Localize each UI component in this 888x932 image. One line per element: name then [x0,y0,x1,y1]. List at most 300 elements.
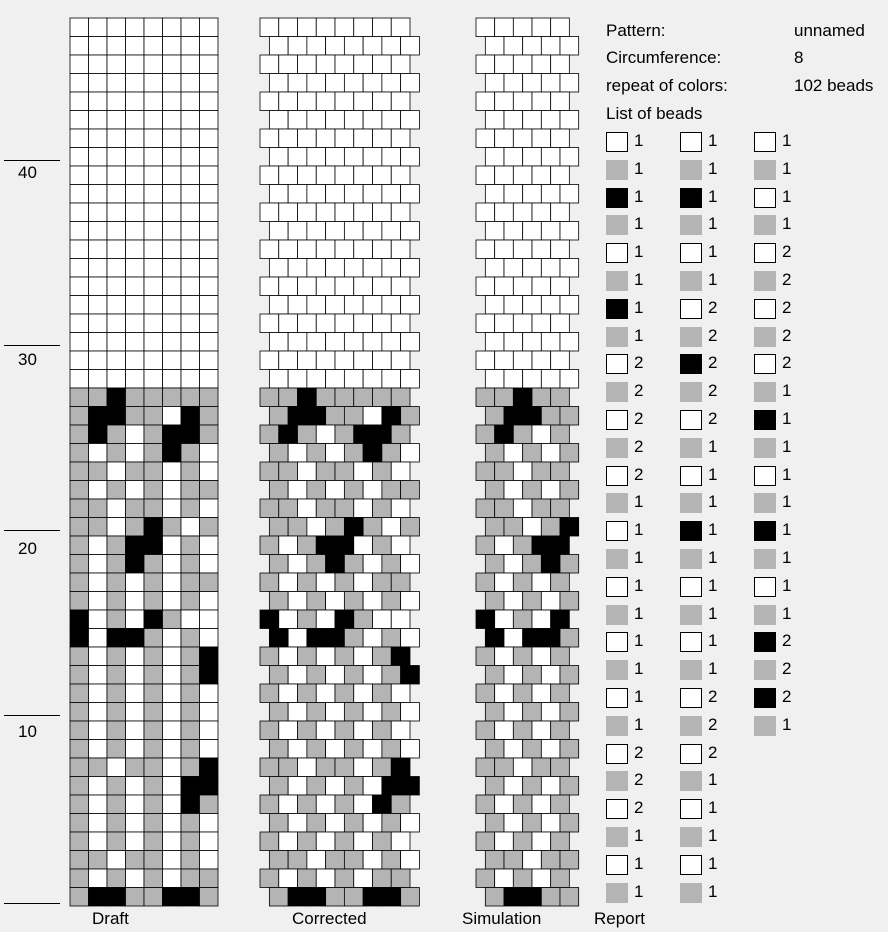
bead-cell[interactable] [70,592,89,611]
bead-cell[interactable] [476,832,495,851]
bead-cell[interactable] [70,129,89,148]
bead-cell[interactable] [126,832,145,851]
bead-cell[interactable] [373,832,392,851]
bead-cell[interactable] [126,647,145,666]
bead-cell[interactable] [532,203,551,222]
bead-cell[interactable] [326,740,345,759]
bead-cell[interactable] [107,351,126,370]
bead-cell[interactable] [144,240,163,259]
bead-cell[interactable] [70,555,89,574]
bead-cell[interactable] [144,37,163,56]
bead-cell[interactable] [126,481,145,500]
bead-cell[interactable] [335,92,354,111]
bead-cell[interactable] [89,333,108,352]
bead-cell[interactable] [495,203,514,222]
bead-cell[interactable] [382,481,401,500]
bead-cell[interactable] [560,222,579,241]
bead-cell[interactable] [70,684,89,703]
bead-cell[interactable] [107,18,126,37]
bead-cell[interactable] [200,721,219,740]
bead-cell[interactable] [560,74,579,93]
bead-cell[interactable] [363,851,382,870]
bead-cell[interactable] [316,684,335,703]
bead-cell[interactable] [382,444,401,463]
bead-cell[interactable] [391,388,410,407]
bead-cell[interactable] [485,666,504,685]
bead-cell[interactable] [504,851,523,870]
bead-cell[interactable] [107,55,126,74]
bead-cell[interactable] [181,869,200,888]
bead-cell[interactable] [70,666,89,685]
bead-cell[interactable] [363,296,382,315]
bead-cell[interactable] [401,185,420,204]
bead-cell[interactable] [279,166,298,185]
bead-cell[interactable] [181,647,200,666]
bead-cell[interactable] [382,74,401,93]
bead-cell[interactable] [70,777,89,796]
bead-cell[interactable] [401,481,420,500]
bead-cell[interactable] [181,777,200,796]
bead-cell[interactable] [200,296,219,315]
bead-cell[interactable] [541,888,560,907]
bead-cell[interactable] [354,351,373,370]
bead-cell[interactable] [260,129,279,148]
bead-cell[interactable] [523,407,542,426]
bead-cell[interactable] [163,629,182,648]
bead-cell[interactable] [200,536,219,555]
bead-cell[interactable] [560,518,579,537]
bead-cell[interactable] [513,536,532,555]
bead-cell[interactable] [373,240,392,259]
bead-cell[interactable] [163,462,182,481]
bead-cell[interactable] [560,444,579,463]
bead-cell[interactable] [269,777,288,796]
bead-cell[interactable] [260,721,279,740]
bead-cell[interactable] [495,92,514,111]
bead-cell[interactable] [551,129,570,148]
bead-cell[interactable] [70,499,89,518]
bead-cell[interactable] [163,148,182,167]
bead-cell[interactable] [200,351,219,370]
simulation-grid-canvas[interactable] [476,18,562,906]
bead-cell[interactable] [504,370,523,389]
bead-cell[interactable] [391,647,410,666]
bead-cell[interactable] [326,555,345,574]
bead-cell[interactable] [298,129,317,148]
bead-cell[interactable] [354,721,373,740]
bead-cell[interactable] [476,166,495,185]
bead-cell[interactable] [70,148,89,167]
bead-cell[interactable] [532,166,551,185]
bead-cell[interactable] [316,240,335,259]
bead-cell[interactable] [382,666,401,685]
bead-cell[interactable] [363,74,382,93]
bead-cell[interactable] [163,814,182,833]
bead-cell[interactable] [551,277,570,296]
bead-cell[interactable] [373,499,392,518]
bead-cell[interactable] [163,370,182,389]
bead-cell[interactable] [504,333,523,352]
bead-cell[interactable] [260,647,279,666]
bead-cell[interactable] [560,111,579,130]
bead-cell[interactable] [260,166,279,185]
bead-cell[interactable] [126,129,145,148]
bead-cell[interactable] [513,314,532,333]
bead-cell[interactable] [288,518,307,537]
bead-cell[interactable] [513,573,532,592]
bead-cell[interactable] [513,647,532,666]
bead-cell[interactable] [354,55,373,74]
bead-cell[interactable] [335,795,354,814]
bead-cell[interactable] [200,259,219,278]
bead-cell[interactable] [504,222,523,241]
bead-cell[interactable] [70,314,89,333]
bead-cell[interactable] [126,74,145,93]
bead-cell[interactable] [126,555,145,574]
bead-cell[interactable] [163,203,182,222]
bead-cell[interactable] [316,425,335,444]
bead-cell[interactable] [288,703,307,722]
bead-cell[interactable] [144,148,163,167]
bead-cell[interactable] [485,333,504,352]
bead-cell[interactable] [513,277,532,296]
bead-cell[interactable] [373,758,392,777]
bead-cell[interactable] [126,462,145,481]
bead-cell[interactable] [363,370,382,389]
bead-cell[interactable] [485,370,504,389]
bead-cell[interactable] [476,684,495,703]
bead-cell[interactable] [316,610,335,629]
bead-cell[interactable] [163,647,182,666]
bead-cell[interactable] [541,185,560,204]
bead-cell[interactable] [163,684,182,703]
bead-cell[interactable] [326,851,345,870]
bead-cell[interactable] [298,536,317,555]
bead-cell[interactable] [107,462,126,481]
bead-cell[interactable] [200,388,219,407]
bead-cell[interactable] [70,370,89,389]
bead-cell[interactable] [181,888,200,907]
bead-cell[interactable] [532,277,551,296]
bead-cell[interactable] [485,555,504,574]
bead-cell[interactable] [260,203,279,222]
bead-cell[interactable] [70,259,89,278]
bead-cell[interactable] [344,407,363,426]
bead-cell[interactable] [560,185,579,204]
bead-cell[interactable] [107,444,126,463]
bead-cell[interactable] [107,555,126,574]
bead-cell[interactable] [344,703,363,722]
bead-cell[interactable] [126,222,145,241]
bead-cell[interactable] [126,240,145,259]
bead-cell[interactable] [316,55,335,74]
bead-cell[interactable] [401,444,420,463]
bead-cell[interactable] [551,462,570,481]
bead-cell[interactable] [70,703,89,722]
bead-cell[interactable] [401,740,420,759]
bead-cell[interactable] [476,351,495,370]
bead-cell[interactable] [307,222,326,241]
bead-cell[interactable] [532,499,551,518]
bead-cell[interactable] [70,869,89,888]
bead-cell[interactable] [70,203,89,222]
bead-cell[interactable] [298,758,317,777]
bead-cell[interactable] [354,499,373,518]
bead-cell[interactable] [70,296,89,315]
bead-cell[interactable] [70,610,89,629]
bead-cell[interactable] [495,277,514,296]
bead-cell[interactable] [298,869,317,888]
bead-cell[interactable] [70,573,89,592]
bead-cell[interactable] [551,351,570,370]
bead-cell[interactable] [523,518,542,537]
bead-cell[interactable] [260,795,279,814]
bead-cell[interactable] [326,259,345,278]
bead-cell[interactable] [391,203,410,222]
bead-cell[interactable] [163,555,182,574]
bead-cell[interactable] [560,259,579,278]
bead-cell[interactable] [485,888,504,907]
bead-cell[interactable] [373,314,392,333]
bead-cell[interactable] [363,148,382,167]
bead-cell[interactable] [476,758,495,777]
bead-cell[interactable] [163,721,182,740]
bead-cell[interactable] [335,166,354,185]
bead-cell[interactable] [523,592,542,611]
bead-cell[interactable] [181,740,200,759]
bead-cell[interactable] [560,407,579,426]
bead-cell[interactable] [163,74,182,93]
bead-cell[interactable] [504,481,523,500]
bead-cell[interactable] [382,814,401,833]
bead-cell[interactable] [126,37,145,56]
bead-cell[interactable] [144,703,163,722]
bead-cell[interactable] [144,684,163,703]
bead-cell[interactable] [89,203,108,222]
bead-cell[interactable] [504,111,523,130]
bead-cell[interactable] [269,111,288,130]
bead-cell[interactable] [551,203,570,222]
bead-cell[interactable] [89,703,108,722]
bead-cell[interactable] [504,518,523,537]
bead-cell[interactable] [401,888,420,907]
bead-cell[interactable] [401,777,420,796]
bead-cell[interactable] [354,314,373,333]
bead-cell[interactable] [541,222,560,241]
bead-cell[interactable] [363,814,382,833]
bead-cell[interactable] [344,777,363,796]
bead-cell[interactable] [326,185,345,204]
bead-cell[interactable] [144,370,163,389]
bead-cell[interactable] [181,573,200,592]
bead-cell[interactable] [354,203,373,222]
bead-cell[interactable] [181,129,200,148]
draft-label[interactable]: Draft [92,909,129,928]
bead-cell[interactable] [354,18,373,37]
bead-cell[interactable] [288,74,307,93]
bead-cell[interactable] [200,814,219,833]
bead-cell[interactable] [363,740,382,759]
bead-cell[interactable] [298,610,317,629]
bead-cell[interactable] [513,425,532,444]
bead-cell[interactable] [513,795,532,814]
bead-cell[interactable] [532,351,551,370]
bead-cell[interactable] [551,240,570,259]
bead-cell[interactable] [126,277,145,296]
bead-cell[interactable] [126,536,145,555]
bead-cell[interactable] [269,333,288,352]
bead-cell[interactable] [70,795,89,814]
bead-cell[interactable] [504,407,523,426]
bead-cell[interactable] [144,869,163,888]
bead-cell[interactable] [513,166,532,185]
bead-cell[interactable] [144,795,163,814]
bead-cell[interactable] [551,721,570,740]
bead-cell[interactable] [298,499,317,518]
bead-cell[interactable] [495,499,514,518]
bead-cell[interactable] [541,407,560,426]
bead-cell[interactable] [307,259,326,278]
bead-cell[interactable] [163,610,182,629]
bead-cell[interactable] [401,592,420,611]
bead-cell[interactable] [523,37,542,56]
bead-cell[interactable] [89,666,108,685]
bead-cell[interactable] [504,185,523,204]
bead-cell[interactable] [363,592,382,611]
bead-cell[interactable] [476,647,495,666]
bead-cell[interactable] [391,314,410,333]
bead-cell[interactable] [495,388,514,407]
bead-cell[interactable] [391,721,410,740]
bead-cell[interactable] [144,758,163,777]
bead-cell[interactable] [107,518,126,537]
bead-cell[interactable] [363,111,382,130]
bead-cell[interactable] [288,629,307,648]
bead-cell[interactable] [560,888,579,907]
bead-cell[interactable] [344,111,363,130]
bead-cell[interactable] [373,536,392,555]
bead-cell[interactable] [382,185,401,204]
bead-cell[interactable] [485,592,504,611]
bead-cell[interactable] [200,185,219,204]
bead-cell[interactable] [89,351,108,370]
bead-cell[interactable] [70,444,89,463]
bead-cell[interactable] [382,888,401,907]
bead-cell[interactable] [107,111,126,130]
bead-cell[interactable] [200,869,219,888]
bead-cell[interactable] [107,222,126,241]
bead-cell[interactable] [523,444,542,463]
bead-cell[interactable] [163,351,182,370]
bead-cell[interactable] [260,55,279,74]
corrected-grid-canvas[interactable] [260,18,420,906]
bead-cell[interactable] [163,425,182,444]
bead-cell[interactable] [269,370,288,389]
bead-cell[interactable] [504,888,523,907]
bead-cell[interactable] [335,499,354,518]
bead-cell[interactable] [335,684,354,703]
bead-cell[interactable] [495,166,514,185]
bead-cell[interactable] [181,795,200,814]
bead-cell[interactable] [269,407,288,426]
bead-cell[interactable] [89,888,108,907]
bead-cell[interactable] [288,814,307,833]
bead-cell[interactable] [70,37,89,56]
bead-cell[interactable] [485,148,504,167]
bead-cell[interactable] [391,55,410,74]
bead-cell[interactable] [391,610,410,629]
bead-cell[interactable] [476,203,495,222]
bead-cell[interactable] [144,481,163,500]
bead-cell[interactable] [89,407,108,426]
bead-cell[interactable] [181,259,200,278]
bead-cell[interactable] [391,240,410,259]
bead-cell[interactable] [269,185,288,204]
bead-cell[interactable] [391,129,410,148]
bead-cell[interactable] [326,518,345,537]
bead-cell[interactable] [181,74,200,93]
report-label[interactable]: Report [594,909,646,928]
bead-cell[interactable] [126,684,145,703]
bead-cell[interactable] [560,370,579,389]
bead-cell[interactable] [181,629,200,648]
bead-cell[interactable] [382,259,401,278]
bead-cell[interactable] [532,462,551,481]
bead-cell[interactable] [298,795,317,814]
bead-cell[interactable] [344,592,363,611]
bead-cell[interactable] [326,222,345,241]
bead-cell[interactable] [401,148,420,167]
bead-cell[interactable] [144,573,163,592]
bead-cell[interactable] [382,740,401,759]
bead-cell[interactable] [89,55,108,74]
bead-cell[interactable] [326,37,345,56]
bead-cell[interactable] [200,703,219,722]
bead-cell[interactable] [504,296,523,315]
bead-cell[interactable] [532,129,551,148]
bead-cell[interactable] [163,92,182,111]
bead-cell[interactable] [288,259,307,278]
bead-cell[interactable] [260,314,279,333]
bead-cell[interactable] [260,499,279,518]
bead-cell[interactable] [163,185,182,204]
bead-cell[interactable] [89,481,108,500]
bead-cell[interactable] [126,166,145,185]
bead-cell[interactable] [181,499,200,518]
bead-cell[interactable] [513,721,532,740]
bead-cell[interactable] [126,610,145,629]
bead-cell[interactable] [495,314,514,333]
bead-cell[interactable] [504,444,523,463]
bead-cell[interactable] [181,314,200,333]
bead-cell[interactable] [70,629,89,648]
bead-cell[interactable] [401,222,420,241]
bead-cell[interactable] [495,573,514,592]
bead-cell[interactable] [363,259,382,278]
bead-cell[interactable] [485,74,504,93]
bead-cell[interactable] [89,111,108,130]
bead-cell[interactable] [144,277,163,296]
bead-cell[interactable] [126,851,145,870]
bead-cell[interactable] [541,333,560,352]
bead-cell[interactable] [269,888,288,907]
bead-cell[interactable] [541,148,560,167]
bead-cell[interactable] [495,832,514,851]
bead-cell[interactable] [532,795,551,814]
bead-cell[interactable] [144,592,163,611]
bead-cell[interactable] [163,499,182,518]
bead-cell[interactable] [335,351,354,370]
